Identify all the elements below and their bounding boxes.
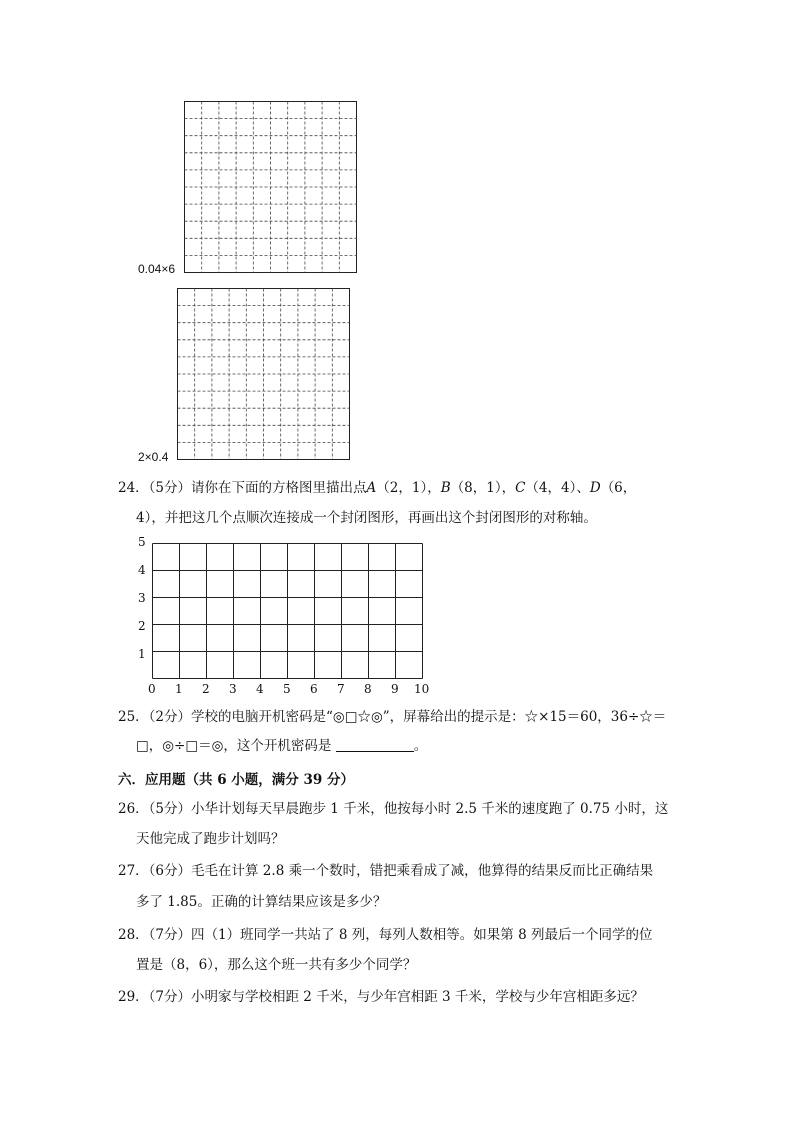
calc-grid-1[interactable]: [184, 101, 357, 273]
x-axis-label: 3: [229, 682, 237, 696]
y-axis-label: 5: [138, 535, 146, 549]
calc-label-1: 0.04×6: [138, 262, 176, 276]
point-b-label: B: [440, 480, 451, 496]
q25-line2: [136, 736, 427, 756]
dashed-grid-2: [177, 288, 350, 460]
calc-grid-2[interactable]: [177, 288, 350, 460]
q27-line1: 27．（6分）毛毛在计算 2.8 乘一个数时，错把乘看成了减，他算得的结果反而比正确结果: [118, 863, 654, 879]
sep: 、: [576, 480, 590, 496]
dashed-grid-1: [184, 101, 357, 273]
point-a-coord: （2，1）: [376, 480, 428, 496]
y-axis-label: 3: [138, 591, 146, 605]
q25-line1: 25．（2分）学校的电脑开机密码是“◎□☆◎”，屏幕给出的提示是：☆×15＝60，36÷☆＝: [118, 709, 667, 725]
point-b-coord: （8，1）: [450, 480, 502, 496]
q28-line1: 28．（7分）四（1）班同学一共站了 8 列，每列人数相等。如果第 8 列最后一个同学的位: [118, 927, 653, 943]
coordinate-grid-lines: [152, 543, 424, 680]
x-axis-label: 0: [148, 682, 156, 696]
x-axis-label: 10: [414, 682, 430, 696]
y-axis-label: 1: [138, 647, 146, 661]
sep: ，: [427, 480, 441, 496]
q24-line2: 4），并把这几个点顺次连接成一个封闭图形，再画出这个封闭图形的对称轴。: [136, 510, 597, 526]
x-axis-label: 9: [391, 682, 399, 696]
x-axis-label: 2: [202, 682, 210, 696]
q25-line2-end: 。: [413, 738, 428, 754]
x-axis-label: 6: [310, 682, 318, 696]
x-axis-label: 5: [283, 682, 291, 696]
q26-line2: 天他完成了跑步计划吗？: [136, 831, 285, 847]
sep: ，: [501, 480, 516, 496]
q27-line2: 多了 1.85。正确的计算结果应该是多少？: [136, 894, 387, 910]
x-axis-label: 1: [175, 682, 183, 696]
point-c-coord: （4，4）: [525, 480, 577, 496]
q26-line1: 26．（5分）小华计划每天早晨跑步 1 千米，他按每小时 2.5 千米的速度跑了 0.75 小时，这: [118, 801, 669, 817]
x-axis-label: 8: [364, 682, 372, 696]
point-d-coord: （6，: [600, 480, 637, 496]
x-axis-label: 7: [337, 682, 345, 696]
section-6-title: 六．应用题（共 6 小题，满分 39 分）: [118, 772, 354, 788]
answer-blank[interactable]: [336, 737, 414, 752]
q29-line1: 29．（7分）小明家与学校相距 2 千米，与少年宫相距 3 千米，学校与少年宫相距多远？: [118, 989, 644, 1005]
point-a-label: A: [366, 480, 377, 496]
q25-line2-text: □，◎÷□＝◎，这个开机密码是: [136, 738, 332, 754]
x-axis-label: 4: [256, 682, 264, 696]
calc-label-2: 2×0.4: [138, 450, 169, 464]
q24-line1: [118, 478, 636, 498]
y-axis-label: 4: [138, 563, 146, 577]
q28-line2: 置是（8，6），那么这个班一共有多少个同学？: [136, 957, 417, 973]
coordinate-grid[interactable]: [152, 543, 422, 678]
point-c-label: C: [515, 480, 526, 496]
y-axis-label: 2: [138, 619, 146, 633]
q24-prefix: 24．（5分）请你在下面的方格图里描出点: [118, 480, 367, 496]
point-d-label: D: [589, 480, 601, 496]
